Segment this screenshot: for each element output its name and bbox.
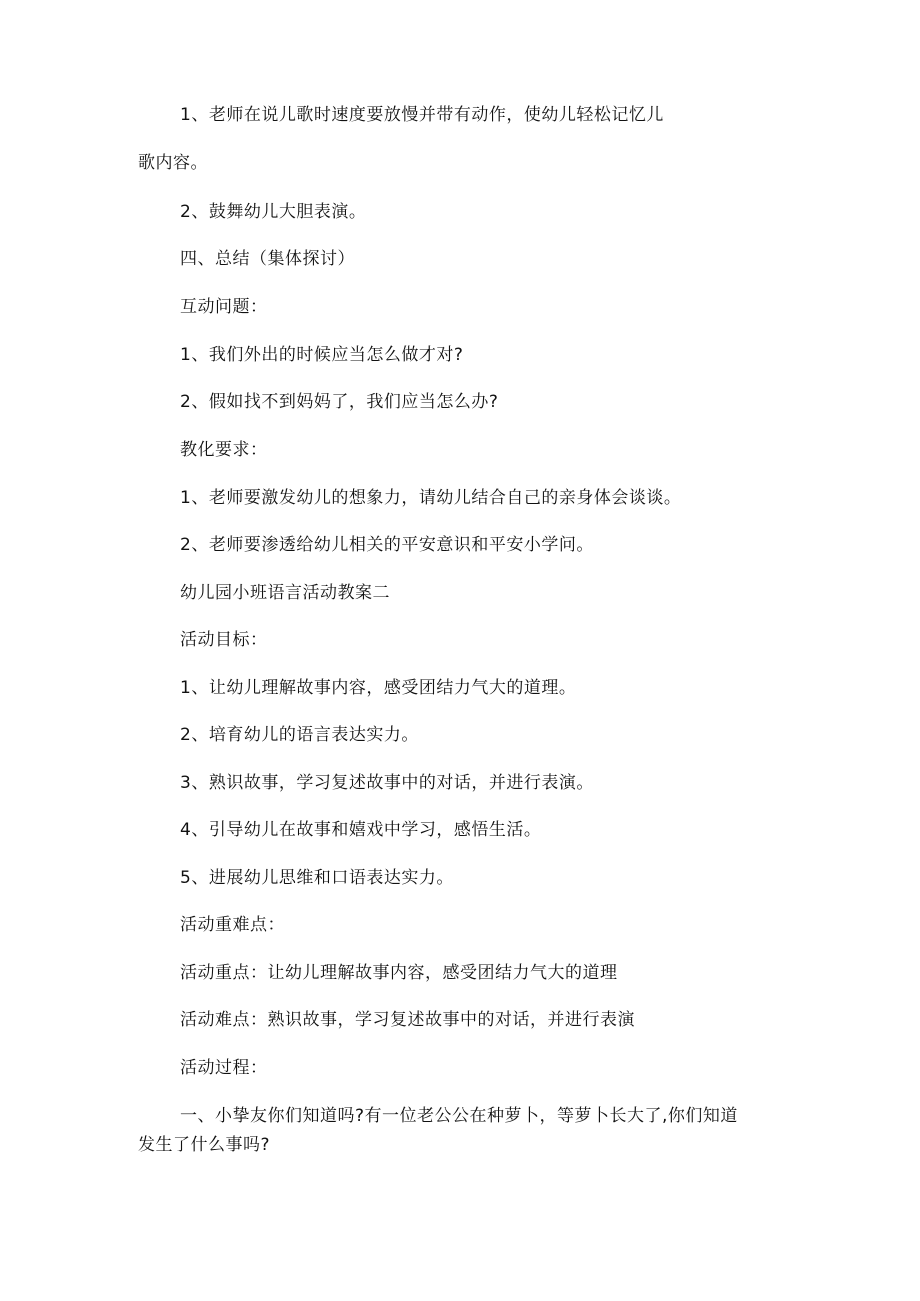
paragraph-line: 活动重难点： xyxy=(180,915,285,935)
paragraph-line: 活动目标： xyxy=(180,630,268,650)
paragraph-line: 发生了什么事吗? xyxy=(138,1135,271,1155)
section-title: 幼儿园小班语言活动教案二 xyxy=(180,583,390,603)
paragraph-line: 2、培育幼儿的语言表达实力。 xyxy=(180,725,419,745)
paragraph-line: 1、老师在说儿歌时速度要放慢并带有动作，使幼儿轻松记忆儿 xyxy=(180,105,664,125)
paragraph-line: 歌内容。 xyxy=(138,153,208,173)
paragraph-line: 2、鼓舞幼儿大胆表演。 xyxy=(180,202,367,222)
paragraph-line: 一、小挚友你们知道吗?有一位老公公在种萝卜，等萝卜长大了,你们知道 xyxy=(180,1106,738,1126)
paragraph-line: 1、我们外出的时候应当怎么做才对? xyxy=(180,345,464,365)
section-heading: 四、总结（集体探讨） xyxy=(180,249,355,269)
paragraph-line: 5、进展幼儿思维和口语表达实力。 xyxy=(180,868,454,888)
paragraph-line: 互动问题： xyxy=(180,297,268,317)
paragraph-line: 4、引导幼儿在故事和嬉戏中学习，感悟生活。 xyxy=(180,820,542,840)
paragraph-line: 活动难点：熟识故事，学习复述故事中的对话，并进行表演 xyxy=(180,1010,635,1030)
paragraph-line: 1、老师要激发幼儿的想象力，请幼儿结合自己的亲身体会谈谈。 xyxy=(180,488,682,508)
paragraph-line: 活动过程： xyxy=(180,1058,268,1078)
paragraph-line: 教化要求： xyxy=(180,440,268,460)
paragraph-line: 活动重点：让幼儿理解故事内容，感受团结力气大的道理 xyxy=(180,963,618,983)
paragraph-line: 3、熟识故事，学习复述故事中的对话，并进行表演。 xyxy=(180,773,594,793)
paragraph-line: 2、假如找不到妈妈了，我们应当怎么办? xyxy=(180,392,499,412)
paragraph-line: 1、让幼儿理解故事内容，感受团结力气大的道理。 xyxy=(180,678,577,698)
paragraph-line: 2、老师要渗透给幼儿相关的平安意识和平安小学问。 xyxy=(180,535,594,555)
